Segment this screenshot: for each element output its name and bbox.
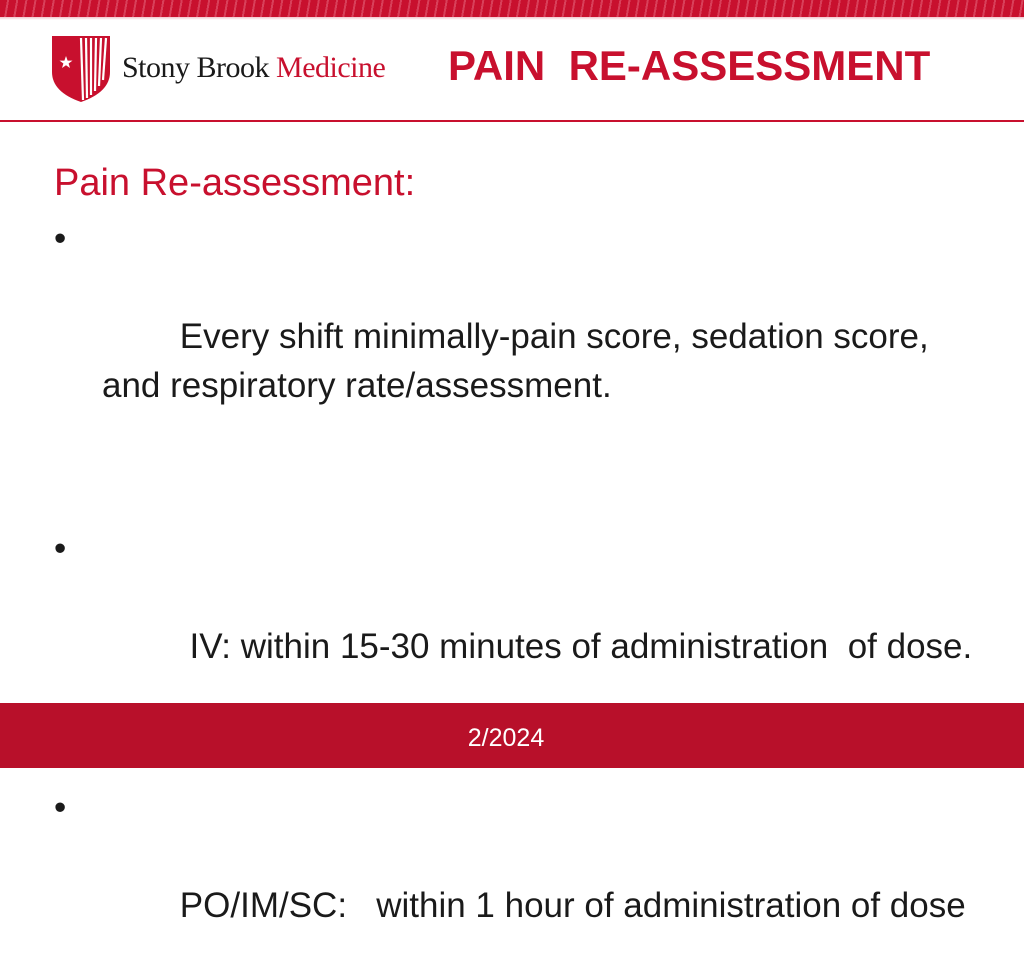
- top-decorative-band: [0, 0, 1024, 17]
- header-divider: [0, 120, 1024, 122]
- bullet-text: Every shift minimally-pain score, sedation score, and respiratory rate/assessment.: [102, 317, 939, 405]
- bullet-text: IV: within 15-30 minutes of administration of dose.: [179, 627, 973, 666]
- section-heading: Pain Re-assessment:: [54, 162, 416, 204]
- list-item: [54, 524, 984, 720]
- logo-wordmark: [122, 51, 385, 85]
- logo-brand-text: Stony Brook: [122, 51, 270, 84]
- bullet-list: [54, 214, 984, 979]
- slide-header: [0, 20, 1024, 120]
- bullet-text: PO/IM/SC: within 1 hour of administration of dose: [179, 886, 966, 925]
- list-item: [54, 214, 984, 459]
- bullet-icon: •: [54, 529, 67, 568]
- star-shield-icon: [50, 32, 112, 104]
- page-title: PAIN RE-ASSESSMENT: [448, 42, 931, 89]
- bullet-icon: •: [54, 788, 67, 827]
- slide-content: [54, 158, 984, 979]
- footer-date: 2/2024: [467, 724, 545, 752]
- list-item: [54, 783, 984, 979]
- logo-sub-text: Medicine: [276, 51, 386, 84]
- bullet-icon: •: [54, 219, 67, 258]
- footer-bar: [0, 703, 1024, 768]
